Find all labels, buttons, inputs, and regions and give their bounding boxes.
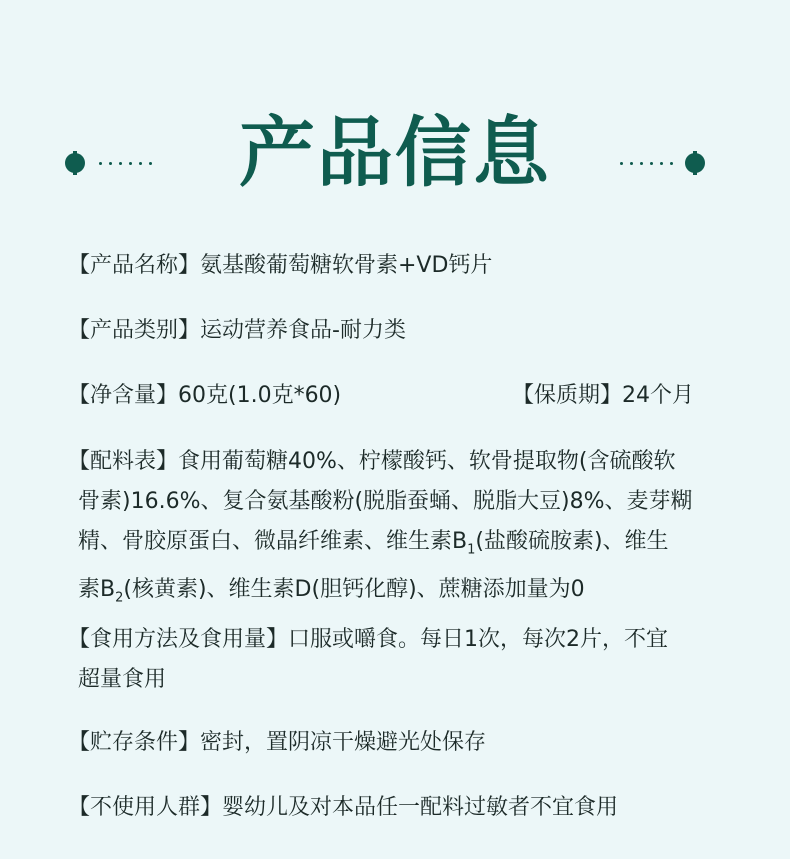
ingredients-line: 骨素)16.6%、复合氨基酸粉(脱脂蚕蛹、脱脂大豆)8%、麦芽糊 — [78, 489, 693, 514]
usage-line: 超量食用 — [78, 667, 167, 692]
net-content: 【净含量】60克(1.0克*60) — [68, 383, 342, 408]
ingredients-line: 素$B_2$(核黄素)、维生素D(胆钙化醇)、蔗糖添加量为0 — [78, 577, 585, 606]
ingredients-line: 【配料表】食用葡萄糖40%、柠檬酸钙、软骨提取物(含硫酸软 — [68, 449, 676, 474]
shelf-life: 【保质期】24个月 — [512, 383, 694, 408]
storage-conditions: 【贮存条件】密封，置阴凉干燥避光处保存 — [68, 730, 487, 755]
product-name: 【产品名称】氨基酸葡萄糖软骨素+VD钙片 — [68, 253, 493, 278]
product-category: 【产品类别】运动营养食品-耐力类 — [68, 318, 406, 343]
ingredients — [68, 442, 748, 619]
unsuitable-population: 【不使用人群】婴幼儿及对本品任一配料过敏者不宜食用 — [68, 795, 619, 820]
usage — [68, 620, 748, 700]
usage-line: 【食用方法及食用量】口服或嚼食。每日1次，每次2片，不宜 — [68, 627, 668, 652]
ingredients-line: 精、骨胶原蛋白、微晶纤维素、维生素$B_1$(盐酸硫胺素)、维生 — [78, 529, 669, 558]
page-title: 产品信息 — [239, 108, 551, 197]
net-content-row — [68, 376, 748, 416]
